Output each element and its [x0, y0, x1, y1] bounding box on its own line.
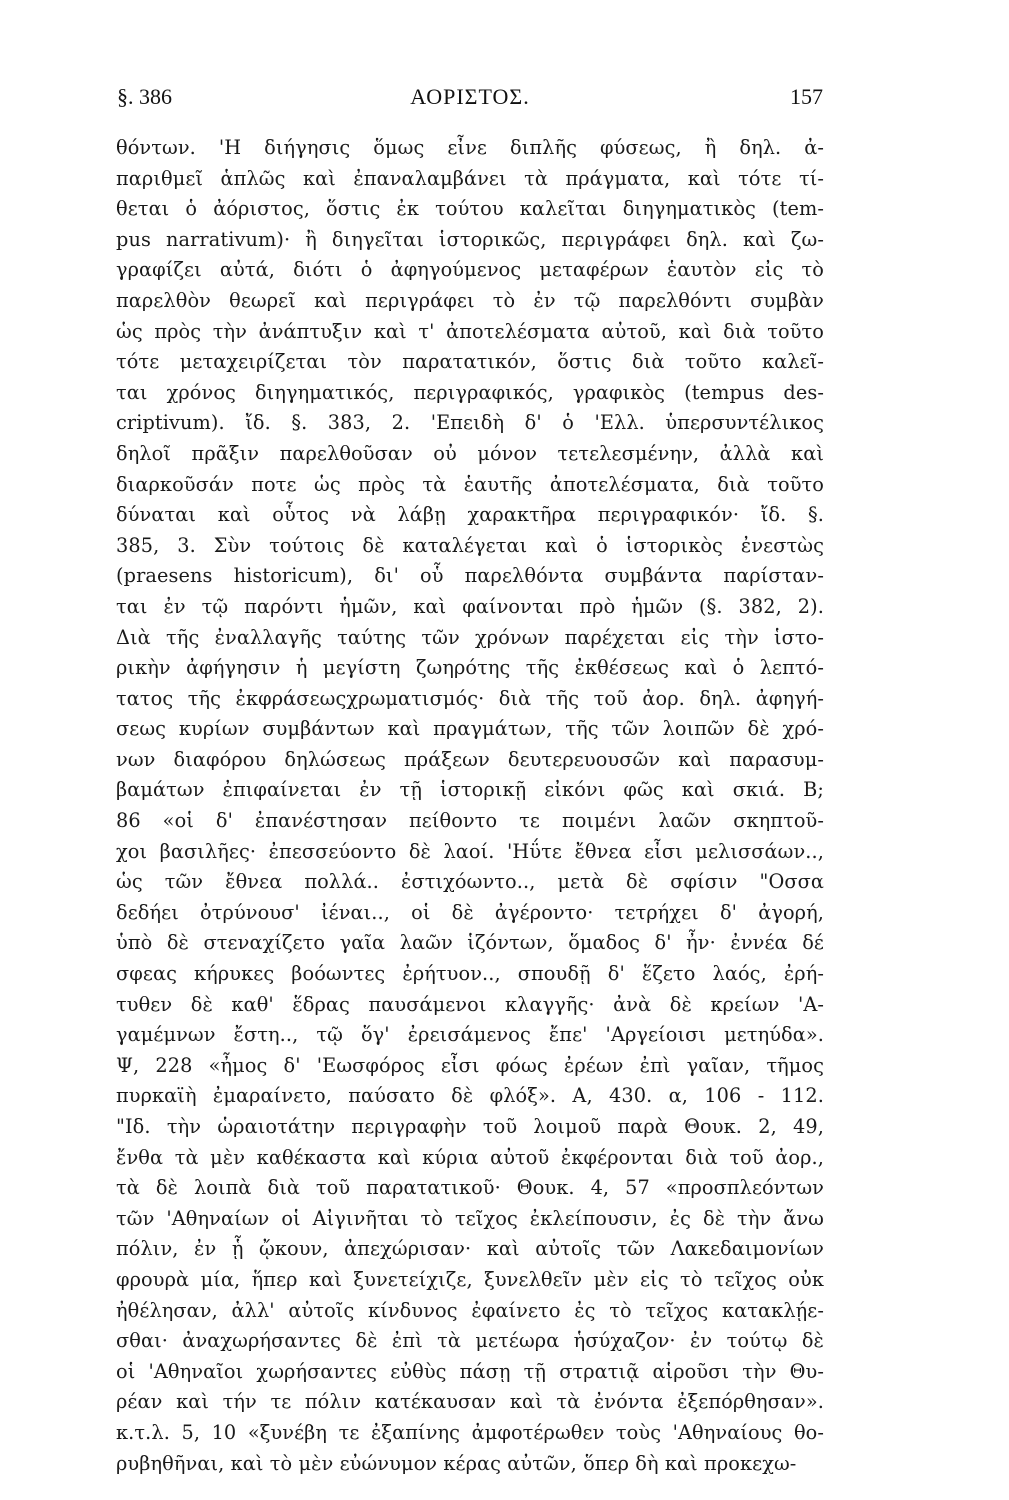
text-line: ἠθέλησαν, ἀλλ' αὐτοῖς κίνδυνος ἐφαίνετο ἐς τὸ τεῖχος κατακλῄε- — [116, 1298, 824, 1322]
text-line: τῶν 'Αθηναίων οἱ Αἰγινῆται τὸ τεῖχος ἐκλείπουσιν, ἐς δὲ τὴν ἄνω — [116, 1206, 824, 1230]
text-line: φρουρὰ μία, ἥπερ καὶ ξυνετείχιζε, ξυνελθεῖν μὲν εἰς τὸ τεῖχος οὐκ — [116, 1267, 824, 1291]
text-line: ἔνθα τὰ μὲν καθέκαστα καὶ κύρια αὐτοῦ ἐκφέρονται διὰ τοῦ ἀορ., — [116, 1145, 824, 1169]
text-line: θόντων. 'Η διήγησις ὅμως εἶνε διπλῆς φύσεως, ἢ δηλ. ἀ- — [116, 136, 824, 159]
section-number: §. 386 — [117, 84, 172, 109]
text-line: παριθμεῖ ἁπλῶς καὶ ἐπαναλαμβάνει τὰ πράγματα, καὶ τότε τί- — [116, 166, 824, 190]
text-line: δηλοῖ πρᾶξιν παρελθοῦσαν οὐ μόνον τετελεσμένην, ἀλλὰ καὶ — [116, 441, 824, 465]
text-line: τότε μεταχειρίζεται τὸν παρατατικόν, ὅστις διὰ τοῦτο καλεῖ- — [116, 350, 824, 374]
text-line: 385, 3. Σὺν τούτοις δὲ καταλέγεται καὶ ὁ ἱστορικὸς ἐνεστὼς — [116, 533, 824, 557]
text-line: ὑπὸ δὲ στεναχίζετο γαῖα λαῶν ἱζόντων, ὅμαδος δ' ἦν· ἐννέα δέ — [116, 931, 824, 955]
text-line: τυθεν δὲ καθ' ἕδρας παυσάμενοι κλαγγῆς· ἀνὰ δὲ κρείων 'Α- — [116, 992, 824, 1016]
text-line: ρικὴν ἀφήγησιν ἡ μεγίστη ζωηρότης τῆς ἐκθέσεως καὶ ὁ λεπτό- — [116, 656, 824, 680]
text-line: δεδήει ὀτρύνουσ' ἰέναι.., οἱ δὲ ἀγέροντο· τετρήχει δ' ἀγορή, — [116, 900, 824, 924]
text-line: Ψ, 228 «ἦμος δ' 'Εωσφόρος εἶσι φόως ἐρέων ἐπὶ γαῖαν, τῆμος — [116, 1053, 824, 1077]
text-line: ρέαν καὶ τήν τε πόλιν κατέκαυσαν καὶ τὰ ἐνόντα ἐξεπόρθησαν». — [116, 1390, 824, 1414]
text-line: γαμέμνων ἔστη.., τῷ ὅγ' ἐρεισάμενος ἔπε' 'Αργείοισι μετηύδα». — [116, 1023, 824, 1047]
text-line: παρελθὸν θεωρεῖ καὶ περιγράφει τὸ ἐν τῷ παρελθόντι συμβὰν — [116, 288, 824, 312]
text-line: γραφίζει αὐτά, διότι ὁ ἀφηγούμενος μεταφέρων ἑαυτὸν εἰς τὸ — [116, 258, 824, 282]
text-line: ὡς πρὸς τὴν ἀνάπτυξιν καὶ τ' ἀποτελέσματα αὐτοῦ, καὶ διὰ τοῦτο — [116, 319, 824, 343]
text-line: ρυβηθῆναι, καὶ τὸ μὲν εὐώνυμον κέρας αὐτῶν, ὅπερ δὴ καὶ προκεχω- — [116, 1451, 797, 1475]
text-line: οἱ 'Αθηναῖοι χωρήσαντες εὐθὺς πάσῃ τῇ στρατιᾷ αἱροῦσι τὴν Θυ- — [116, 1359, 824, 1383]
text-line: πόλιν, ἐν ᾗ ᾤκουν, ἀπεχώρισαν· καὶ αὐτοῖς τῶν Λακεδαιμονίων — [116, 1237, 824, 1261]
text-line: ὡς τῶν ἔθνεα πολλά.. ἐστιχόωντο.., μετὰ δὲ σφίσιν "Οσσα — [116, 870, 824, 894]
text-line: χοι βασιλῆες· ἐπεσσεύοντο δὲ λαοί. 'Ηΰτε ἔθνεα εἶσι μελισσάων.., — [116, 839, 824, 863]
body-text — [116, 133, 824, 1479]
text-line: pus narrativum)· ἢ διηγεῖται ἱστορικῶς, περιγράφει δηλ. καὶ ζω- — [116, 227, 824, 251]
text-line: βαμάτων ἐπιφαίνεται ἐν τῇ ἱστορικῇ εἰκόνι φῶς καὶ σκιά. Β; — [116, 778, 824, 802]
text-line: (praesens historicum), δι' οὗ παρελθόντα συμβάντα παρίσταν- — [116, 564, 824, 588]
text-line: νων διαφόρου δηλώσεως πράξεων δευτερευουσῶν καὶ παρασυμ- — [116, 747, 824, 771]
text-line: διαρκοῦσάν ποτε ὡς πρὸς τὰ ἑαυτῆς ἀποτελέσματα, διὰ τοῦτο — [116, 472, 824, 496]
text-line: σεως κυρίων συμβάντων καὶ πραγμάτων, τῆς τῶν λοιπῶν δὲ χρό- — [116, 717, 824, 741]
text-line: τὰ δὲ λοιπὰ διὰ τοῦ παρατατικοῦ· Θουκ. 4, 57 «προσπλεόντων — [116, 1176, 824, 1200]
text-line: criptivum). ἴδ. §. 383, 2. 'Επειδὴ δ' ὁ 'Ελλ. ὑπερσυντέλικος — [116, 411, 824, 435]
text-line: θεται ὁ ἀόριστος, ὅστις ἐκ τούτου καλεῖται διηγηματικὸς (tem- — [116, 197, 824, 221]
page-header — [117, 84, 823, 118]
text-line: 86 «οἱ δ' ἐπανέστησαν πείθοντο τε ποιμένι λαῶν σκηπτοῦ- — [116, 809, 824, 833]
text-line: πυρκαϊὴ ἐμαραίνετο, παύσατο δὲ φλόξ». Α, 430. α, 106 - 112. — [116, 1084, 824, 1108]
text-line: "Ιδ. τὴν ὡραιοτάτην περιγραφὴν τοῦ λοιμοῦ παρὰ Θουκ. 2, 49, — [116, 1115, 824, 1138]
text-line: δύναται καὶ οὗτος νὰ λάβῃ χαρακτῆρα περιγραφικόν· ἴδ. §. — [116, 503, 824, 527]
text-line: κ.τ.λ. 5, 10 «ξυνέβη τε ἐξαπίνης ἀμφοτέρωθεν τοὺς 'Αθηναίους θο- — [116, 1420, 824, 1444]
text-line: ται ἐν τῷ παρόντι ἡμῶν, καὶ φαίνονται πρὸ ἡμῶν (§. 382, 2). — [116, 594, 824, 618]
text-line: τατος τῆς ἐκφράσεωςχρωματισμός· διὰ τῆς τοῦ ἀορ. δηλ. ἀφηγή- — [116, 686, 824, 710]
text-line: Διὰ τῆς ἐναλλαγῆς ταύτης τῶν χρόνων παρέχεται εἰς τὴν ἱστο- — [116, 625, 824, 649]
text-line: ται χρόνος διηγηματικός, περιγραφικός, γραφικὸς (tempus des- — [116, 380, 824, 404]
text-line: σθαι· ἀναχωρήσαντες δὲ ἐπὶ τὰ μετέωρα ἡσύχαζον· ἐν τούτῳ δὲ — [116, 1329, 824, 1353]
text-line: σφεας κήρυκες βοόωντες ἐρήτυον.., σπουδῇ δ' ἕζετο λαός, ἐρή- — [116, 962, 824, 986]
running-title: ΑΟΡΙΣΤΟΣ. — [410, 84, 530, 109]
page-number: 157 — [790, 84, 823, 109]
